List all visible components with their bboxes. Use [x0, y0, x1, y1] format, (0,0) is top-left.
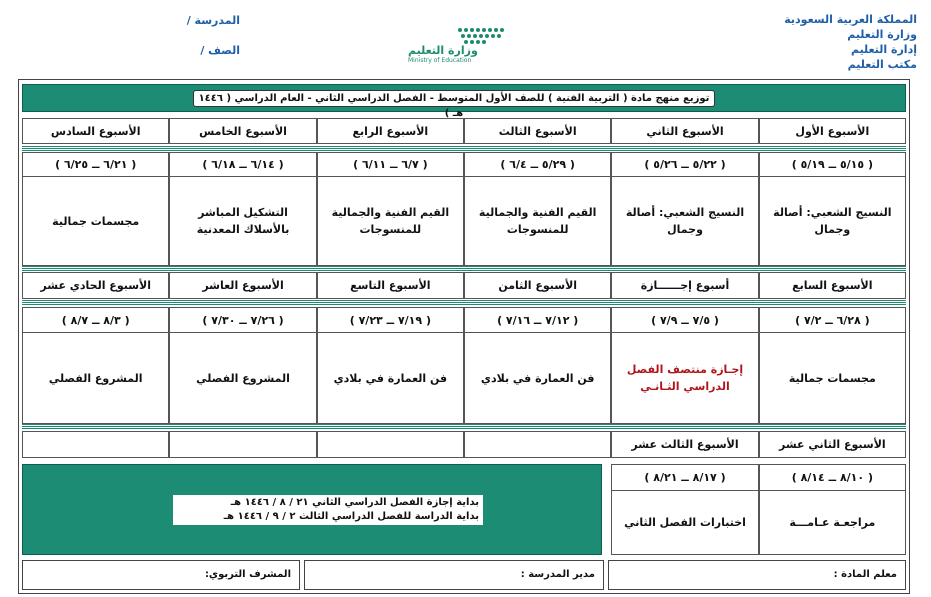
date-row-1 [22, 152, 906, 177]
week-header-row-1 [22, 118, 906, 144]
date-range: ( ٧/١٢ ــ ٧/١٦ ) [464, 308, 611, 332]
teacher-signature [608, 560, 906, 590]
school-info [140, 14, 240, 74]
week-label: الأسبوع الثامن [464, 273, 611, 298]
ministry-line: وزارة التعليم [847, 28, 917, 41]
lesson-topic: فن العمارة في بلادي [317, 333, 464, 423]
week-label: الأسبوع الثاني [611, 119, 758, 143]
topic-row-3 [611, 491, 906, 555]
date-range: ( ٥/٢٩ ــ ٦/٤ ) [464, 153, 611, 176]
directorate-line: إدارة التعليم [850, 43, 917, 56]
date-range: ( ٦/٢١ ــ ٦/٢٥ ) [22, 153, 169, 176]
topic-row-1 [22, 177, 906, 266]
date-range: ( ٨/١٠ ــ ٨/١٤ ) [759, 465, 906, 490]
title-bar [22, 84, 906, 119]
office-line: مكتب التعليم [847, 58, 917, 71]
week-label: الأسبوع الرابع [317, 119, 464, 143]
lesson-topic: فن العمارة في بلادي [464, 333, 611, 423]
empty-cell [22, 432, 169, 457]
week-label: الأسبوع السادس [22, 119, 169, 143]
date-range: ( ٧/٢٦ ــ ٧/٣٠ ) [169, 308, 316, 332]
date-range: ( ٧/١٩ ــ ٧/٢٣ ) [317, 308, 464, 332]
ministry-logo [400, 24, 515, 64]
week-label: الأسبوع العاشر [169, 273, 316, 298]
date-range: ( ٧/٥ ــ ٧/٩ ) [611, 308, 758, 332]
supervisor-signature [22, 560, 300, 590]
week-header-row-3 [22, 431, 906, 458]
week-label: الأسبوع الخامس [169, 119, 316, 143]
logo-dots-icon [400, 24, 515, 46]
date-range: ( ٦/٢٨ ــ ٧/٢ ) [759, 308, 906, 332]
date-row-3 [611, 464, 906, 491]
principal-label: مدير المدرسة : [520, 569, 595, 580]
week-header-row-2 [22, 272, 906, 299]
date-range: ( ٨/١٧ ــ ٨/٢١ ) [611, 465, 758, 490]
logo-name: وزارة التعليم [408, 44, 478, 57]
week-label: الأسبوع الحادي عشر [22, 273, 169, 298]
notes-text [173, 495, 483, 525]
date-range: ( ٥/١٥ ــ ٥/١٩ ) [759, 153, 906, 176]
empty-cell [317, 432, 464, 457]
ministry-header [784, 12, 917, 72]
week-label: الأسبوع السابع [759, 273, 906, 298]
lesson-topic: اختبارات الفصل الثاني [611, 491, 758, 554]
lesson-topic: المشروع الفصلي [22, 333, 169, 423]
date-range: ( ٥/٢٢ ــ ٥/٢٦ ) [611, 153, 758, 176]
empty-cell [464, 432, 611, 457]
date-row-2 [22, 307, 906, 333]
lesson-topic: النسيج الشعبي: أصالة وجمال [611, 177, 758, 265]
divider-band [22, 424, 906, 430]
week-label: الأسبوع التاسع [317, 273, 464, 298]
principal-signature [304, 560, 604, 590]
week-label: الأسبوع الثالث عشر [611, 432, 758, 457]
week-label: الأسبوع الثاني عشر [759, 432, 906, 457]
lesson-topic: مجسمات جمالية [759, 333, 906, 423]
note-line: بداية الدراسة للفصل الدراسي الثالث ٢ / ٩ / ١٤٤٦ هـ [223, 511, 479, 522]
lesson-topic: القيم الفنية والجمالية للمنسوجات [317, 177, 464, 265]
lesson-topic: النسيج الشعبي: أصالة وجمال [759, 177, 906, 265]
class-label: الصف / [200, 44, 240, 57]
country-line: المملكة العربية السعودية [784, 13, 917, 26]
week-label: الأسبوع الثالث [464, 119, 611, 143]
logo-subtitle: Ministry of Education [408, 57, 472, 64]
supervisor-label: المشرف التربوي: [204, 569, 291, 580]
week-label: الأسبوع الأول [759, 119, 906, 143]
lesson-topic: التشكيل المباشر بالأسلاك المعدنية [169, 177, 316, 265]
school-label: المدرسة / [186, 14, 240, 27]
date-range: ( ٦/٧ ــ ٦/١١ ) [317, 153, 464, 176]
notes-box [22, 464, 602, 555]
lesson-topic: مراجعـة عـامـــة [759, 491, 906, 554]
empty-cell [169, 432, 316, 457]
teacher-label: معلم المادة : [833, 569, 897, 580]
date-range: ( ٨/٣ ــ ٨/٧ ) [22, 308, 169, 332]
lesson-topic: القيم الفنية والجمالية للمنسوجات [464, 177, 611, 265]
lesson-topic: المشروع الفصلي [169, 333, 316, 423]
week-label: أسبوع إجــــــازة [611, 273, 758, 298]
lesson-topic: مجسمات جمالية [22, 177, 169, 265]
note-line: بداية إجازة الفصل الدراسي الثاني ٢١ / ٨ / ١٤٤٦ هـ [230, 497, 479, 508]
topic-row-2 [22, 333, 906, 424]
midterm-break-note: إجـازة منتصف الفصل الدراسي الثـانـي [611, 333, 758, 423]
plan-title: توزيع منهج مادة ( التربية الفنية ) للصف الأول المتوسط - الفصل الدراسي الثاني - العام الدراسي ( ١٤٤٦ هـ ) [193, 90, 715, 107]
date-range: ( ٦/١٤ ــ ٦/١٨ ) [169, 153, 316, 176]
divider-band [22, 300, 906, 306]
